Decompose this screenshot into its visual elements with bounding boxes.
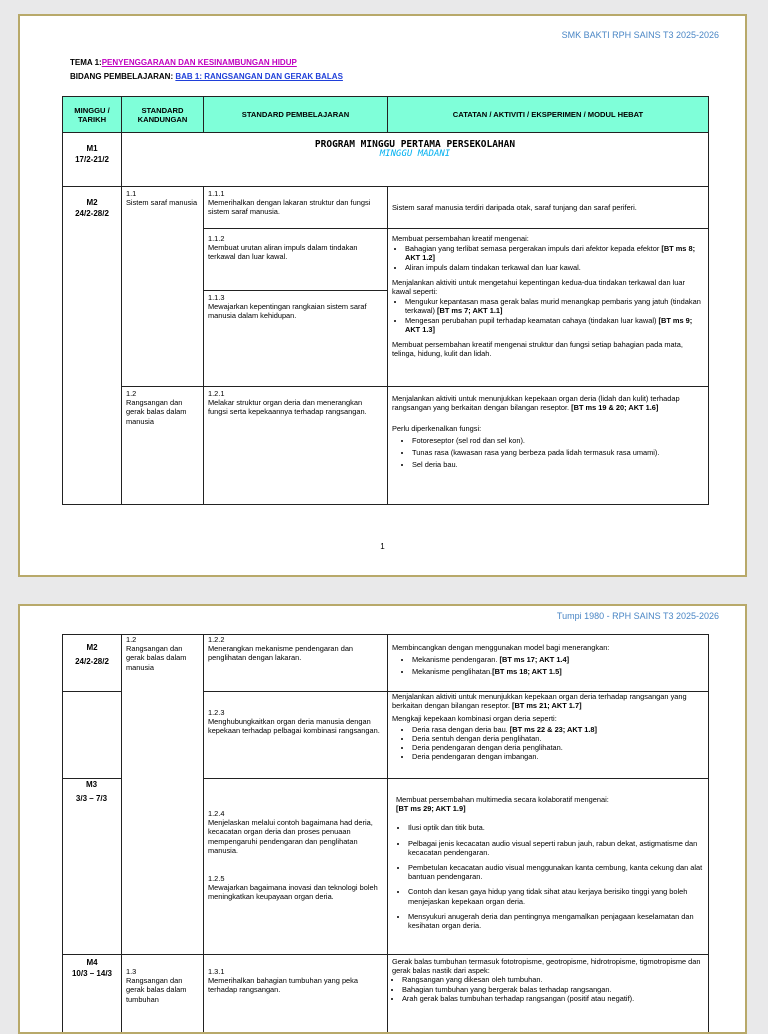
- sk-1-3-cell: [122, 955, 204, 1034]
- week-cell-m2: [63, 187, 122, 505]
- sp-number: 1.3.1: [208, 967, 383, 976]
- list-item: • Mengukur kepantasan masa gerak balas murid menangkap pembaris yang jatuh (tindakan terkawal) [BT ms 7; AKT 1.1]: [405, 297, 704, 315]
- list-item: • Deria rasa dengan deria bau. [BT ms 22 & 23; AKT 1.8]: [412, 725, 704, 734]
- list-item: • Mensyukuri anugerah deria dan pentingnya mengamalkan penjagaan keselamatan dan kesihatan organ deria.: [408, 912, 704, 930]
- catatan-paragraph: Menjalankan aktiviti untuk menunjukkan kepekaan organ deria terhadap rangsangan yang berkaitan dengan bilangan reseptor. [BT ms 21; AKT 1.7]: [392, 692, 704, 710]
- sp-number: 1.2.5: [208, 874, 383, 883]
- catatan-intro: Mengkaji kepekaan kombinasi organ deria seperti:: [392, 714, 704, 723]
- sp-text: Menghubungkaitkan organ deria manusia dengan kepekaan terhadap pelbagai kombinasi rangsangan.: [208, 717, 383, 735]
- sk-1-1-cell: [122, 187, 204, 387]
- document-page-2: [18, 604, 747, 1034]
- list-item: • Pembetulan kecacatan audio visual menggunakan kanta cembung, kanta cekung dan alat bantuan pendengaran.: [408, 863, 704, 881]
- catatan-1-1-2-1-1-3: [388, 229, 709, 387]
- catatan-paragraph: Menjalankan aktiviti untuk menunjukkan kepekaan organ deria (lidah dan kulit) terhadap rangsangan yang berkaitan dengan bilangan reseptor. [BT ms 19 & 20; AKT 1.6]: [392, 394, 704, 412]
- catatan-intro: Gerak balas tumbuhan termasuk fototropisme, geotropisme, hidrotropisme, tigmotropisme dan gerak balas nastik dari aspek:: [392, 957, 704, 975]
- bidang-link[interactable]: BAB 1: RANGSANGAN DAN GERAK BALAS: [175, 72, 343, 81]
- catatan-intro: Menjalankan aktiviti untuk mengetahui kepentingan kedua-dua tindakan terkawal dan luar kawal seperti:: [392, 278, 704, 296]
- week-label: M1: [67, 143, 117, 154]
- list-item: • Pelbagai jenis kecacatan audio visual seperti rabun jauh, rabun dekat, astigmatisme dan kecacatan pendengaran.: [408, 839, 704, 857]
- week-cell-m2: [63, 635, 122, 692]
- catatan-1-2-3: [388, 692, 709, 779]
- list-item: • Deria pendengaran dengan imbangan.: [412, 752, 704, 761]
- list-item: • Ilusi optik dan titik buta.: [408, 823, 704, 832]
- list-item: • Arah gerak balas tumbuhan terhadap rangsangan (positif atau negatif).: [402, 994, 704, 1003]
- tema-link[interactable]: PENYENGGARAAN DAN KESINAMBUNGAN HIDUP: [102, 58, 297, 67]
- list-item: • Fotoreseptor (sel rod dan sel kon).: [412, 436, 704, 445]
- list-item: • Rangsangan yang dikesan oleh tumbuhan.: [402, 975, 704, 984]
- list-item: • Mekanisme pendengaran. [BT ms 17; AKT 1.4]: [412, 655, 704, 664]
- catatan-paragraph: Membuat persembahan kreatif mengenai struktur dan fungsi setiap bahagian pada mata, telinga, hidung, kulit dan lidah.: [392, 340, 704, 358]
- rph-table-page-2: [62, 634, 709, 955]
- sp-number: 1.2.1: [208, 389, 383, 398]
- sp-text: Menjelaskan melalui contoh bagaimana had deria, kecacatan organ deria dan proses penuaan mempengaruhi pendengaran dan penglihatan manusia.: [208, 818, 383, 855]
- week-cell-m3: [62, 778, 121, 806]
- bidang-line: [70, 72, 343, 81]
- sp-text: Mewajarkan bagaimana inovasi dan teknologi boleh meningkatkan keupayaan organ deria.: [208, 883, 383, 901]
- week-cell-m4: [63, 955, 122, 1034]
- week-label: M3: [62, 778, 121, 792]
- col-header-standard-pembelajaran: STANDARD PEMBELAJARAN: [204, 97, 388, 133]
- sp-text: Mewajarkan kepentingan rangkaian sistem saraf manusia dalam kehidupan.: [208, 302, 383, 320]
- sp-text: Membuat urutan aliran impuls dalam tindakan terkawal dan luar kawal.: [208, 243, 383, 261]
- tema-line: [70, 58, 297, 67]
- list-item: • Sel deria bau.: [412, 460, 704, 469]
- sp-1-2-1-cell: [204, 387, 388, 505]
- catatan-list: [392, 244, 704, 272]
- catatan-intro: Membincangkan dengan menggunakan model bagi menerangkan:: [392, 643, 704, 652]
- sp-number: 1.1.1: [208, 189, 383, 198]
- catatan-paragraph: Perlu diperkenalkan fungsi:: [392, 424, 704, 433]
- sp-1-3-1-cell: [204, 955, 388, 1034]
- week-date: 24/2-28/2: [67, 655, 117, 669]
- catatan-1-2-1: [388, 387, 709, 505]
- sp-1-2-2-cell: [204, 635, 388, 692]
- catatan-list: [392, 975, 704, 1003]
- sk-text: Sistem saraf manusia: [126, 198, 199, 207]
- program-cell: [122, 133, 709, 187]
- sp-number: 1.2.4: [208, 809, 383, 818]
- list-item: • Contoh dan kesan gaya hidup yang tidak sihat atau kerjaya berisiko tinggi yang boleh menjejaskan kepekaan organ deria.: [408, 887, 704, 905]
- week-label: M2: [67, 197, 117, 208]
- catatan-intro: Membuat persembahan multimedia secara kolaboratif mengenai: [BT ms 29; AKT 1.9]: [396, 795, 704, 813]
- sk-number: 1.2: [126, 635, 199, 644]
- catatan-1-2-2: [388, 635, 709, 692]
- catatan-list: [392, 655, 704, 676]
- sp-1-2-4-1-2-5-cell: [204, 779, 388, 955]
- list-item: • Mengesan perubahan pupil terhadap keamatan cahaya (tindakan luar kawal) [BT ms 9; AKT 1.3]: [405, 316, 704, 334]
- minggu-madani-label: MINGGU MADANI: [126, 150, 704, 159]
- catatan-list: [392, 725, 704, 762]
- sp-number: 1.1.3: [208, 293, 383, 302]
- sk-number: 1.3: [126, 967, 199, 976]
- row-divider: [62, 778, 121, 779]
- sp-text: Memerihalkan bahagian tumbuhan yang peka terhadap rangsangan.: [208, 976, 383, 994]
- catatan-1-3-1: [388, 955, 709, 1034]
- list-item: • Aliran impuls dalam tindakan terkawal dan luar kawal.: [405, 263, 704, 272]
- sp-1-2-3-cell: [204, 692, 388, 779]
- bidang-label: BIDANG PEMBELAJARAN:: [70, 72, 173, 81]
- week-label: M2: [67, 641, 117, 655]
- col-header-standard-kandungan: STANDARD KANDUNGAN: [122, 97, 204, 133]
- catatan-list: [392, 297, 704, 334]
- tema-label: TEMA 1:: [70, 58, 102, 67]
- sp-1-1-2-cell: [204, 229, 388, 291]
- week-cell-m3-top: [63, 692, 122, 955]
- week-date: 10/3 – 14/3: [67, 968, 117, 979]
- week-date: 3/3 – 7/3: [62, 792, 121, 806]
- week-date: 24/2-28/2: [67, 208, 117, 219]
- page-header: Tumpi 1980 - RPH SAINS T3 2025-2026: [557, 611, 719, 621]
- sk-text: Rangsangan dan gerak balas dalam manusia: [126, 398, 199, 426]
- col-header-minggu: MINGGU / TARIKH: [63, 97, 122, 133]
- list-item: • Bahagian yang terlibat semasa pergerakan impuls dari afektor kepada efektor [BT ms 8; AKT 1.2]: [405, 244, 704, 262]
- rph-table-page-1: [62, 96, 709, 505]
- sp-text: Menerangkan mekanisme pendengaran dan penglihatan dengan lakaran.: [208, 644, 383, 662]
- sk-text: Rangsangan dan gerak balas dalam tumbuhan: [126, 976, 199, 1004]
- list-item: • Mekanisme penglihatan.[BT ms 18; AKT 1.5]: [412, 667, 704, 676]
- sp-number: 1.1.2: [208, 234, 383, 243]
- sk-1-2-cell: [122, 387, 204, 505]
- list-item: • Tunas rasa (kawasan rasa yang berbeza pada lidah termasuk rasa umami).: [412, 448, 704, 457]
- catatan-list: [392, 436, 704, 470]
- rph-table-page-2-m4: [62, 954, 709, 1034]
- list-item: • Deria pendengaran dengan deria penglihatan.: [412, 743, 704, 752]
- catatan-intro: Membuat persembahan kreatif mengenai:: [392, 234, 704, 243]
- sk-number: 1.1: [126, 189, 199, 198]
- page-number: 1: [380, 542, 384, 551]
- sp-text: Melakar struktur organ deria dan menerangkan fungsi serta kepekaannya terhadap rangsangan.: [208, 398, 383, 416]
- list-item: • Bahagian tumbuhan yang bergerak balas terhadap rangsangan.: [402, 985, 704, 994]
- sp-1-1-3-cell: [204, 291, 388, 387]
- sp-number: 1.2.2: [208, 635, 383, 644]
- sp-text: Memerihalkan dengan lakaran struktur dan fungsi sistem saraf manusia.: [208, 198, 383, 216]
- list-item: • Deria sentuh dengan deria penglihatan.: [412, 734, 704, 743]
- week-cell-m1: [63, 133, 122, 187]
- document-page-1: [18, 14, 747, 577]
- catatan-1-1-1: Sistem saraf manusia terdiri daripada otak, saraf tunjang dan saraf periferi.: [388, 187, 709, 229]
- col-header-catatan: CATATAN / AKTIVITI / EKSPERIMEN / MODUL HEBAT: [388, 97, 709, 133]
- sk-text: Rangsangan dan gerak balas dalam manusia: [126, 644, 199, 672]
- page-header: SMK BAKTI RPH SAINS T3 2025-2026: [562, 30, 719, 40]
- sp-1-1-1-cell: [204, 187, 388, 229]
- week-date: 17/2-21/2: [67, 154, 117, 165]
- catatan-1-2-4: [388, 779, 709, 955]
- catatan-list: [396, 823, 704, 930]
- sk-1-2-cell: [122, 635, 204, 955]
- week-label: M4: [67, 957, 117, 968]
- sk-number: 1.2: [126, 389, 199, 398]
- sp-number: 1.2.3: [208, 708, 383, 717]
- program-title: PROGRAM MINGGU PERTAMA PERSEKOLAHAN: [315, 139, 515, 150]
